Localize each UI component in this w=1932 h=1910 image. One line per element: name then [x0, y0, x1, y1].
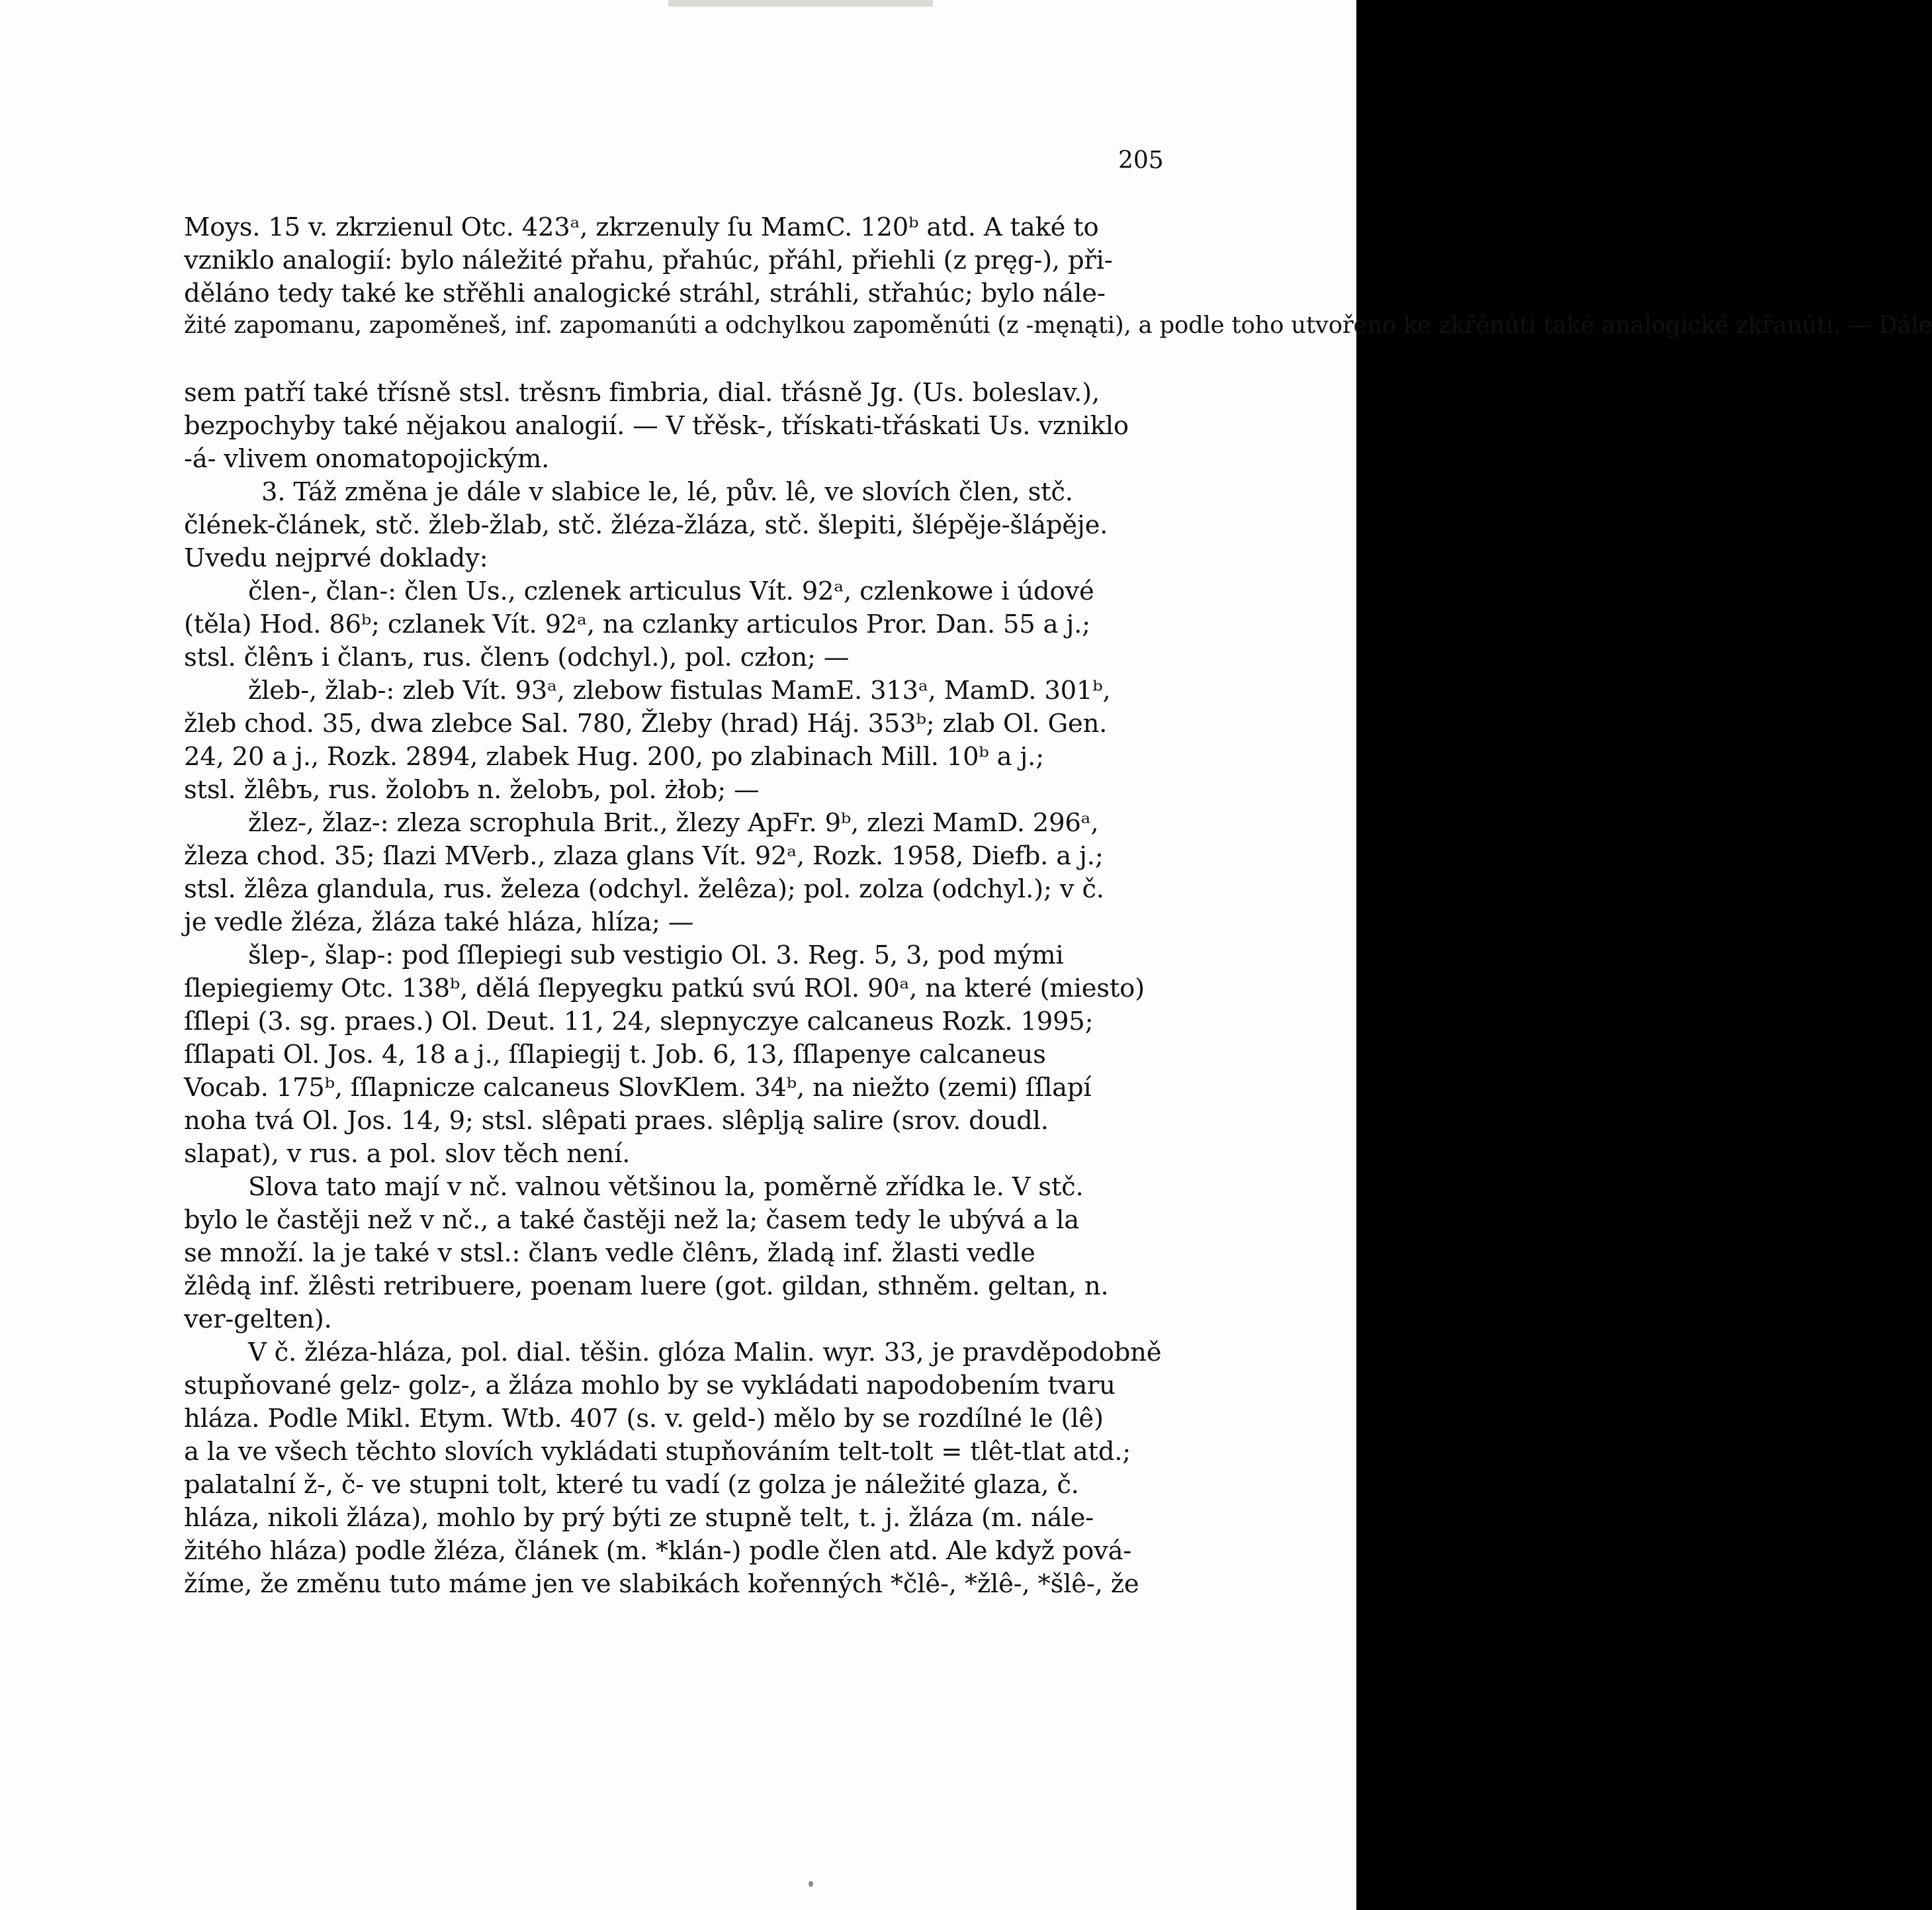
text-line: Uvedu nejprvé doklady:	[184, 543, 488, 573]
text-line: ſſlepi (3. sg. praes.) Ol. Deut. 11, 24, slepnyczye calcaneus Rozk. 1995;	[184, 1007, 1094, 1036]
text-line: noha tvá Ol. Jos. 14, 9; stsl. slêpati praes. slêplją salire (srov. doudl.	[184, 1106, 1049, 1136]
text-line: šlep-, šlap-: pod ſſlepiegi sub vestigio Ol. 3. Reg. 5, 3, pod mými	[248, 940, 1064, 970]
text-line: Slova tato mají v nč. valnou většinou la, poměrně zřídka le. V stč.	[248, 1172, 1084, 1202]
text-line: žíme, že změnu tuto máme jen ve slabikách kořenných *člê-, *žlê-, *šlê-, že	[184, 1569, 1139, 1599]
text-line: vzniklo analogií: bylo náležité přahu, přahúc, přáhl, přiehli (z pręg-), při-	[184, 246, 1113, 275]
text-line: bezpochyby také nějakou analogií. — V třěsk-, třískati-třáskati Us. vzniklo	[184, 411, 1129, 441]
text-line: Moys. 15 v. zkrzienul Otc. 423ᵃ, zkrzenuly ſu MamC. 120ᵇ atd. A také to	[184, 212, 1099, 242]
text-line: žité zapomanu, zapoměneš, inf. zapomanúti a odchylkou zapoměnúti (z -męnąti), a podle toho utvořeno ke zkřěnúti také analogické zkřanúti. — Dále	[184, 312, 1932, 339]
text-line: stupňované gelz- golz-, a žláza mohlo by se vykládati napodobením tvaru	[184, 1371, 1116, 1400]
text-line: sem patří také třísně stsl. trěsnъ fimbria, dial. třásně Jg. (Us. boleslav.),	[184, 378, 1100, 408]
text-line: hláza. Podle Mikl. Etym. Wtb. 407 (s. v. geld-) mělo by se rozdílné le (lê)	[184, 1404, 1104, 1433]
text-line: žleb chod. 35, dwa zlebce Sal. 780, Žleby (hrad) Háj. 353ᵇ; zlab Ol. Gen.	[184, 709, 1108, 739]
text-line: ver-gelten).	[184, 1304, 332, 1334]
text-line: stsl. žlêbъ, rus. žolobъ n. želobъ, pol. żłob; —	[184, 775, 760, 805]
text-line: žleza chod. 35; ſlazi MVerb., zlaza glans Vít. 92ᵃ, Rozk. 1958, Diefb. a j.;	[184, 841, 1104, 871]
text-line: je vedle žléza, žláza také hláza, hlíza; —	[184, 907, 694, 937]
text-line: a la ve všech těchto slovích vykládati stupňováním telt-tolt = tlêt-tlat atd.;	[184, 1437, 1131, 1467]
text-line: -á- vlivem onomatopojickým.	[184, 444, 550, 474]
text-line: člének-článek, stč. žleb-žlab, stč. žléza-žláza, stč. šlepiti, šlépěje-šlápěje.	[184, 510, 1108, 540]
text-line: stsl. člênъ i članъ, rus. členъ (odchyl.), pol. człon; —	[184, 643, 850, 672]
text-line: bylo le častěji než v nč., a také častěji než la; časem tedy le ubývá a la	[184, 1205, 1080, 1235]
page-number: 205	[1118, 147, 1164, 174]
text-line: se množí. la je také v stsl.: članъ vedle člênъ, žladą inf. žlasti vedle	[184, 1238, 1035, 1268]
text-line: Vocab. 175ᵇ, ſſlapnicze calcaneus SlovKlem. 34ᵇ, na niežto (zemi) ſſlapí	[184, 1073, 1092, 1103]
scan-edge-mark	[668, 0, 933, 7]
text-line: 24, 20 a j., Rozk. 2894, zlabek Hug. 200, po zlabinach Mill. 10ᵇ a j.;	[184, 742, 1044, 772]
text-line: hláza, nikoli žláza), mohlo by prý býti ze stupně telt, t. j. žláza (m. nále-	[184, 1503, 1094, 1533]
text-line: žleb-, žlab-: zleb Vít. 93ᵃ, zlebow fistulas MamE. 313ᵃ, MamD. 301ᵇ,	[248, 676, 1111, 705]
text-line: ſſlapati Ol. Jos. 4, 18 a j., ſſlapiegij t. Job. 6, 13, ſſlapenye calcaneus	[184, 1040, 1046, 1069]
text-line: člen-, član-: člen Us., czlenek articulus Vít. 92ᵃ, czlenkowe i údové	[248, 576, 1094, 606]
text-line: slapat), v rus. a pol. slov těch není.	[184, 1139, 631, 1169]
text-line: (těla) Hod. 86ᵇ; czlanek Vít. 92ᵃ, na czlanky articulos Pror. Dan. 55 a j.;	[184, 610, 1090, 639]
text-line: žlez-, žlaz-: zleza scrophula Brit., žlezy ApFr. 9ᵇ, zlezi MamD. 296ᵃ,	[248, 808, 1099, 838]
text-line: ſlepiegiemy Otc. 138ᵇ, dělá ſlepyegku patkú svú ROl. 90ᵃ, na které (miesto)	[184, 974, 1145, 1003]
ink-spot	[809, 1881, 813, 1887]
text-line: palatalní ž-, č- ve stupni tolt, které tu vadí (z golza je náležité glaza, č.	[184, 1470, 1079, 1500]
text-line: V č. žléza-hláza, pol. dial. těšin. glóza Malin. wyr. 33, je pravděpodobně	[248, 1338, 1162, 1367]
text-line: 3. Táž změna je dále v slabice le, lé, pův. lê, ve slovích člen, stč.	[261, 477, 1073, 507]
text-line: žitého hláza) podle žléza, článek (m. *klán-) podle člen atd. Ale když pová-	[184, 1536, 1132, 1566]
text-line: žlêdą inf. žlêsti retribuere, poenam luere (got. gildan, sthněm. geltan, n.	[184, 1271, 1109, 1301]
text-line: děláno tedy také ke střěhli analogické stráhl, stráhli, střahúc; bylo nále-	[184, 279, 1106, 308]
text-line: stsl. žlêza glandula, rus. železa (odchyl. želêza); pol. zolza (odchyl.); v č.	[184, 874, 1104, 904]
